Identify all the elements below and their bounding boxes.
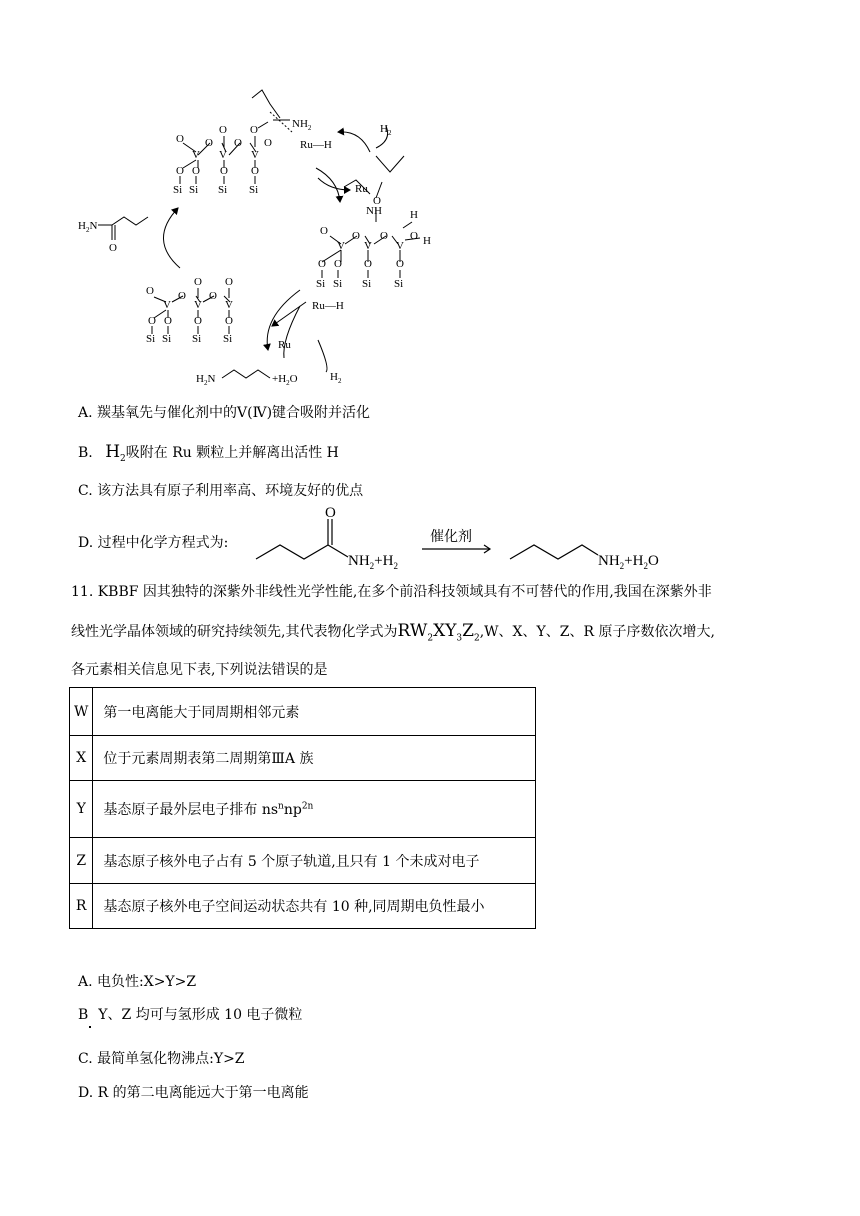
table-row: R 基态原子核外电子空间运动状态共有 10 种,同周期电负性最小 <box>70 884 536 929</box>
svg-text:Si: Si <box>146 333 156 345</box>
q11-line-1: 11. KBBF 因其独特的深紫外非线性光学性能,在多个前沿科技领域具有不可替代的作用,我国在深紫外非 <box>71 584 712 600</box>
option-b: B. $H_2$吸附在 Ru 颗粒上并解离出活性 H <box>78 442 339 464</box>
table-row: Z 基态原子核外电子占有 5 个原子轨道,且只有 1 个未成对电子 <box>70 838 536 884</box>
svg-text:O: O <box>209 290 217 302</box>
svg-text:O: O <box>146 285 154 297</box>
table-row: X 位于元素周期表第二周期第ⅢA 族 <box>70 736 536 781</box>
q11-option-b: B Y、Z 均可与氢形成 10 电子微粒 <box>78 1007 303 1023</box>
option-d: D. 过程中化学方程式为: <box>78 535 229 551</box>
svg-text:Si: Si <box>249 184 259 196</box>
option-c: C. 该方法具有原子利用率高、环境友好的优点 <box>78 483 364 499</box>
svg-text:Si: Si <box>162 333 172 345</box>
svg-text:O: O <box>192 165 200 177</box>
q11-option-d: D. R 的第二电离能远大于第一电离能 <box>78 1085 309 1101</box>
svg-text:O: O <box>109 242 117 254</box>
q11-option-a: A. 电负性:X>Y>Z <box>78 974 197 990</box>
svg-text:H2: $H_2$ <box>330 371 342 385</box>
svg-text:O: O <box>318 258 326 270</box>
svg-text:Si: Si <box>189 184 199 196</box>
svg-text:催化剂: 催化剂 <box>430 530 472 545</box>
element-info-table <box>69 687 536 929</box>
svg-text:V: V <box>194 299 202 311</box>
svg-text:O: O <box>334 258 342 270</box>
svg-text:O: O <box>264 137 272 149</box>
svg-text:O: O <box>364 258 372 270</box>
svg-text:V: V <box>396 240 404 252</box>
svg-text:V: V <box>337 240 345 252</box>
svg-text:V: V <box>251 149 259 161</box>
svg-text:NH2: $NH_2$ <box>292 118 312 132</box>
svg-text:H2N: $H_2N$ <box>196 373 216 387</box>
svg-text:O: O <box>225 315 233 327</box>
svg-text:O: O <box>251 165 259 177</box>
svg-text:H2N: $H_2N$ <box>78 220 98 234</box>
svg-text:O: O <box>250 124 258 136</box>
q11-option-c: C. 最简单氢化物沸点:Y>Z <box>78 1051 245 1067</box>
svg-text:Si: Si <box>173 184 183 196</box>
svg-text:O: O <box>176 165 184 177</box>
svg-text:V: V <box>225 299 233 311</box>
svg-text:O: O <box>320 225 328 237</box>
svg-text:+H2O: $+H_2O$ <box>272 373 298 387</box>
svg-text:O: O <box>396 258 404 270</box>
svg-text:O: O <box>380 230 388 242</box>
svg-text:Si: Si <box>316 278 326 290</box>
svg-text:O: O <box>219 124 227 136</box>
svg-text:O: O <box>148 315 156 327</box>
svg-text:H: H <box>410 209 418 221</box>
svg-text:O: O <box>194 315 202 327</box>
svg-text:Si: Si <box>333 278 343 290</box>
svg-text:Ru: Ru <box>355 183 368 195</box>
svg-text:O: O <box>178 290 186 302</box>
svg-text:Si: Si <box>223 333 233 345</box>
table-row: Y 基态原子最外层电子排布 $ns^nnp^{2n}$ <box>70 781 536 838</box>
svg-text:V: V <box>219 149 227 161</box>
svg-text:H: H <box>423 235 431 247</box>
svg-text:O: O <box>164 315 172 327</box>
svg-text:V: V <box>364 240 372 252</box>
atom-o: O <box>176 133 184 145</box>
svg-text:Si: Si <box>192 333 202 345</box>
dot-mark <box>89 1026 91 1028</box>
svg-text:Si: Si <box>362 278 372 290</box>
svg-text:O: O <box>325 505 336 521</box>
svg-text:V: V <box>163 299 171 311</box>
svg-text:Ru—H: Ru—H <box>312 300 344 312</box>
catalytic-cycle-diagram <box>0 0 860 395</box>
equation-d <box>250 505 690 575</box>
svg-text:NH2+H2: $NH_2+H_2$ <box>348 553 398 571</box>
svg-text:O: O <box>373 195 381 207</box>
svg-text:O: O <box>225 276 233 288</box>
svg-text:Si: Si <box>218 184 228 196</box>
svg-text:O: O <box>220 165 228 177</box>
svg-text:Ru: Ru <box>278 339 291 351</box>
svg-text:O: O <box>410 230 418 242</box>
svg-text:Ru—H: Ru—H <box>300 139 332 151</box>
q11-line-3: 各元素相关信息见下表,下列说法错误的是 <box>71 662 328 678</box>
svg-text:NH: NH <box>366 205 382 217</box>
table-row: W 第一电离能大于同周期相邻元素 <box>70 688 536 736</box>
svg-text:NH2+H2O: $NH_2+H_2O$ <box>598 553 659 571</box>
svg-text:O: O <box>352 230 360 242</box>
svg-text:H2: $H_2$ <box>380 123 392 137</box>
svg-text:Si: Si <box>394 278 404 290</box>
svg-text:O: O <box>205 137 213 149</box>
q11-line-2: 线性光学晶体领域的研究持续领先,其代表物化学式为$RW_2XY_3Z_2,W$、X、Y、Z、R 原子序数依次增大, <box>71 621 715 644</box>
option-a: A. 羰基氧先与催化剂中的Ⅴ(Ⅳ)键合吸附并活化 <box>78 405 371 421</box>
svg-text:O: O <box>194 276 202 288</box>
svg-text:O: O <box>234 137 242 149</box>
svg-text:V: V <box>192 149 200 161</box>
